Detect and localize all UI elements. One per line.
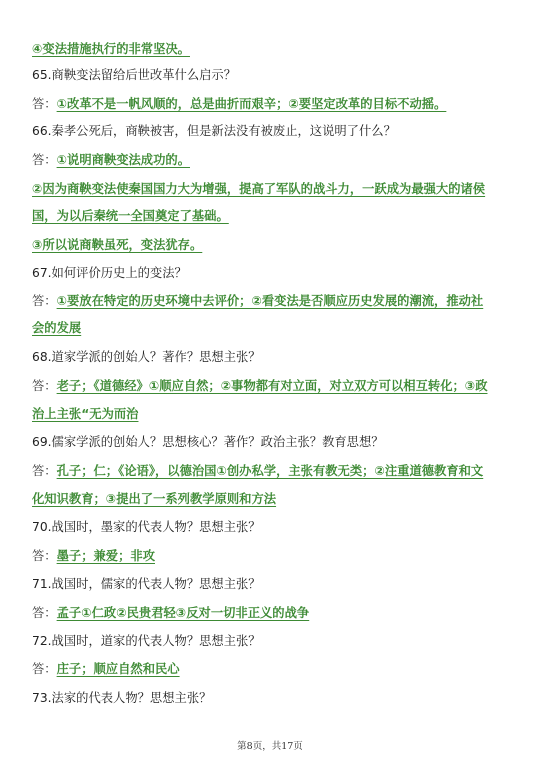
answer-text: 庄子；顺应自然和民心 xyxy=(56,662,180,676)
question-line xyxy=(32,690,510,706)
question-line xyxy=(32,349,510,365)
question-line xyxy=(32,576,510,592)
question-text: 72.战国时，道家的代表人物？思想主张？ xyxy=(32,634,261,648)
question-text: 71.战国时，儒家的代表人物？思想主张？ xyxy=(32,577,261,591)
answer-line xyxy=(32,237,510,253)
answer-text: 孔子；仁；《论语》，以德治国①创办私学，主张有教无类；②注重道德教育和文 xyxy=(56,464,484,478)
question-text: 73.法家的代表人物？思想主张？ xyxy=(32,691,212,705)
answer-line xyxy=(32,605,510,621)
answer-line xyxy=(32,378,510,394)
answer-line xyxy=(32,181,510,197)
answer-text: 化知识教育；③提出了一系列教学原则和方法 xyxy=(32,492,277,506)
question-line xyxy=(32,123,510,139)
answer-text: 孟子①仁政②民贵君轻③反对一切非正义的战争 xyxy=(56,606,310,620)
answer-prefix: 答： xyxy=(32,549,57,563)
question-text: 68.道家学派的创始人？著作？思想主张？ xyxy=(32,350,261,364)
answer-text: ①要放在特定的历史环境中去评价；②看变法是否顺应历史发展的潮流，推动社 xyxy=(56,294,484,308)
answer-prefix: 答： xyxy=(32,464,57,478)
answer-line xyxy=(32,548,510,564)
answer-line xyxy=(32,96,510,112)
answer-text: ①改革不是一帆风顺的，总是曲折而艰辛；②要坚定改革的目标不动摇。 xyxy=(56,97,447,111)
answer-prefix: 答： xyxy=(32,662,57,676)
answer-line xyxy=(32,463,510,479)
question-text: 70.战国时，墨家的代表人物？思想主张？ xyxy=(32,520,261,534)
answer-text: ①说明商鞅变法成功的。 xyxy=(56,153,190,167)
answer-line xyxy=(32,320,510,336)
page-footer: 第8页，共17页 xyxy=(237,741,303,752)
answer-prefix: 答： xyxy=(32,379,57,393)
answer-prefix: 答： xyxy=(32,606,57,620)
answer-line xyxy=(32,152,510,168)
question-text: 66.秦孝公死后，商鞅被害，但是新法没有被废止，这说明了什么？ xyxy=(32,124,396,138)
question-line xyxy=(32,67,510,83)
question-text: 67.如何评价历史上的变法？ xyxy=(32,266,187,280)
answer-text: ②因为商鞅变法使秦国国力大为增强，提高了军队的战斗力，一跃成为最强大的诸侯 xyxy=(32,182,486,196)
question-line xyxy=(32,633,510,649)
answer-text: 墨子；兼爱；非攻 xyxy=(56,549,155,563)
answer-text: ④变法措施执行的非常坚决。 xyxy=(32,42,190,56)
question-text: 69.儒家学派的创始人？思想核心？著作？政治主张？教育思想？ xyxy=(32,435,384,449)
question-line xyxy=(32,519,510,535)
question-line xyxy=(32,434,510,450)
answer-line xyxy=(32,406,510,422)
answer-prefix: 答： xyxy=(32,97,57,111)
answer-text: ③所以说商鞅虽死，变法犹存。 xyxy=(32,238,203,252)
answer-line xyxy=(32,661,510,677)
answer-line xyxy=(32,208,510,224)
question-line xyxy=(32,265,510,281)
answer-text: 治上主张“无为而治 xyxy=(32,407,139,421)
answer-prefix: 答： xyxy=(32,294,57,308)
answer-line xyxy=(32,293,510,309)
answer-text: 国，为以后秦统一全国奠定了基础。 xyxy=(32,209,229,223)
answer-text: 会的发展 xyxy=(32,321,82,335)
answer-text: 老子；《道德经》①顺应自然；②事物都有对立面，对立双方可以相互转化；③政 xyxy=(56,379,488,393)
answer-line xyxy=(32,491,510,507)
question-text: 65.商鞅变法留给后世改革什么启示？ xyxy=(32,68,237,82)
answer-line xyxy=(32,41,510,57)
answer-prefix: 答： xyxy=(32,153,57,167)
